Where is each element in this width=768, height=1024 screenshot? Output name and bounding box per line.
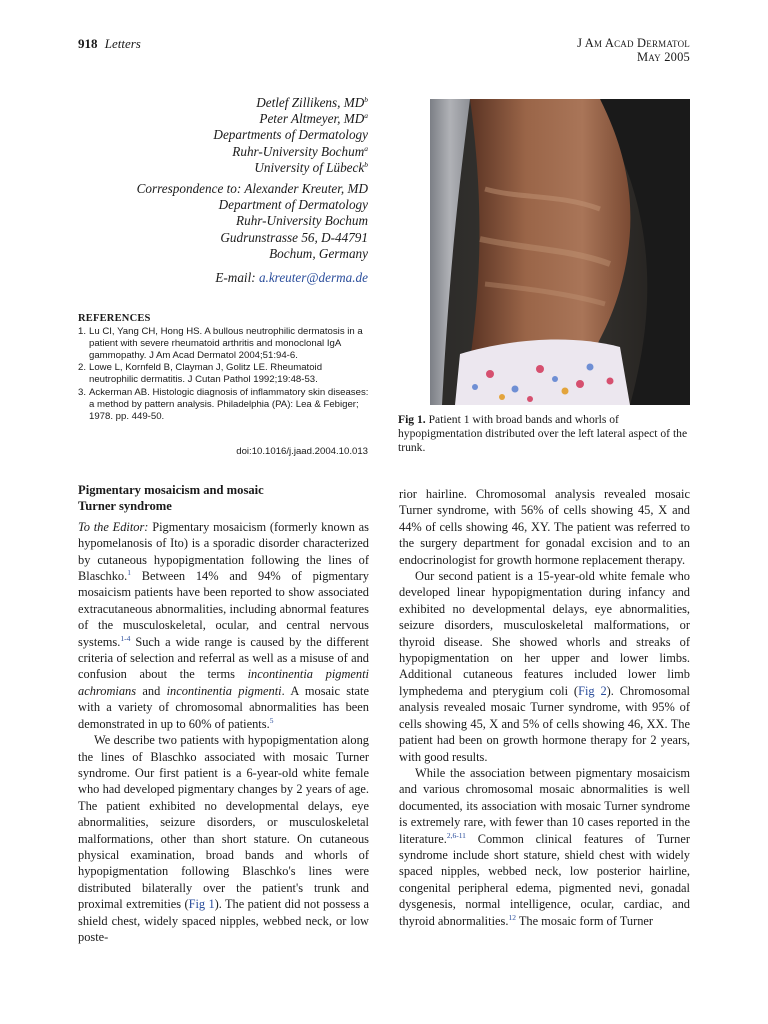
signature-line: University of Lübeck$^b$ xyxy=(254,159,368,175)
correspondence-block xyxy=(68,181,368,262)
article-paragraph: We describe two patients with hypopigmentation along the lines of Blaschko associated with mosaic Turner syndrome. Our first patient is a 6-year-old white female who had developed pigmentary changes by 2 years of age. The patient exhibited no developmental delays, eye abnormalities, seizure disorders, or musculoskeletal malformations, other than short stature. On cutaneous physical examination, broad bands and whorls of hypopigmentation following Blaschko's lines were distributed bilaterally over the patient's trunk and proximal extremities (Fig 1). The patient did not possess a shield chest, widely spaced nipples, webbed neck, or low poste- xyxy=(78,733,369,944)
correspondence-line: Gudrunstrasse 56, D-44791 xyxy=(220,229,368,245)
article-title: Pigmentary mosaicism and mosaic Turner syndrome xyxy=(78,483,264,514)
correspondence-line: Ruhr-University Bochum xyxy=(236,213,368,229)
references-heading: REFERENCES xyxy=(78,313,151,324)
reference-item: 3. Ackerman AB. Histologic diagnosis of inflammatory skin diseases: a method by pattern analysis. Philadelphia (PA): Lea & Febiger; 1978. pp. 449-50. xyxy=(78,386,369,422)
section-name: Letters xyxy=(104,36,141,51)
doi: doi:10.1016/j.jaad.2004.10.013 xyxy=(236,446,368,457)
figure-caption-text: Patient 1 with broad bands and whorls of hypopigmentation distributed over the left lateral aspect of the trunk. xyxy=(398,413,688,454)
email-line xyxy=(68,270,368,286)
signature-line: Departments of Dermatology xyxy=(213,127,368,143)
author-signature xyxy=(68,95,368,176)
reference-item: 1. Lu CI, Yang CH, Hong HS. A bullous neutrophilic dermatosis in a patient with severe rheumatoid arthritis and monoclonal IgA gammopathy. J Am Acad Dermatol 2004;51:94-6. xyxy=(78,326,363,362)
article-paragraph: Our second patient is a 15-year-old white female who developed linear hypopigmentation during infancy and exhibited no developmental delays, eye abnormalities, seizure disorders, musculoskeletal malformations, or thyroid disease. She showed whorls and streaks of hypopigmentation on her upper and lower limbs. Additional cutaneous features included lower limb lymphedema and pterygium coli (Fig 2). Chromosomal analysis revealed mosaic Turner syndrome, with 95% of cells showing 45, X and 5% of cells showing 46, XX. The patient had been on growth hormone therapy for 2 years, with good results. xyxy=(399,569,690,764)
correspondence-line: Correspondence to: Alexander Kreuter, MD xyxy=(136,181,368,196)
issue-date: May 2005 xyxy=(636,50,690,64)
running-header-right xyxy=(577,36,690,64)
article-paragraph: rior hairline. Chromosomal analysis revealed mosaic Turner syndrome, with 56% of cells showing 45, X and 44% of cells showing 46, XY. The patient was referred to the surgery department for gonadal excision and to an endocrinologist for growth hormone replacement therapy. xyxy=(399,487,690,567)
signature-line: Ruhr-University Bochum$^a$ xyxy=(232,143,368,159)
email-label: E-mail: xyxy=(215,270,256,285)
figure-link[interactable]: Fig 1 xyxy=(188,897,215,912)
figure-link[interactable]: Fig 2 xyxy=(578,683,607,698)
running-header-left xyxy=(78,36,141,52)
clinical-photo xyxy=(430,99,690,405)
article-paragraph: While the association between pigmentary mosaicism and various chromosomal mosaic abnormalities is well documented, its association with mosaic Turner syndrome is extremely rare, with fewer than 10 cases reported in the literature.$^{2,6-11}$ Common clinical features of Turner syndrome include short stature, shield chest with widely spaced nipples, webbed neck, low posterior hairline, congenital peripheral edema, pigmented nevi, gonadal dysgenesis, normal intelligence, ocular, cardiac, and thyroid abnormalities.$^{12}$ The mosaic form of Turner xyxy=(399,765,690,928)
journal-name: J Am Acad Dermatol xyxy=(577,36,690,50)
signature-line: Detlef Zillikens, $MD^b$ xyxy=(256,95,368,110)
article-column-left xyxy=(78,482,369,945)
signature-line: Peter Altmeyer, $MD^a$ xyxy=(259,111,368,127)
correspondence-line: Department of Dermatology xyxy=(218,197,368,213)
references-section xyxy=(78,313,370,423)
reference-item: 2. Lowe L, Kornfeld B, Clayman J, Golitz LE. Rheumatoid neutrophilic dermatitis. J Cutan Pathol 1992;19:48-53. xyxy=(78,362,323,386)
article-paragraph: To the Editor: Pigmentary mosaicism (formerly known as hypomelanosis of Ito) is a sporadic disorder characterized by cutaneous hypopigmentation following the lines of Blaschko.$^1$ Between 14% and 94% of pigmentary mosaicism patients have been reported to show associated extracutaneous abnormalities, including abnormal features of the musculoskeletal, ocular, and central nervous systems.$^{1-4}$ Such a wide range is caused by the different criteria of selection and referral as well as a misuse of and confusion about the terms incontinentia pigmenti achromians and incontinentia pigmenti. A mosaic state with a variety of chromosomal abnormalities has been demonstrated in up to 60% of patients.$^5$ xyxy=(78,519,369,731)
figure-caption xyxy=(398,413,690,455)
page-number: 918 xyxy=(78,36,98,51)
email-link[interactable]: a.kreuter@derma.de xyxy=(258,270,368,285)
correspondence-line: Bochum, Germany xyxy=(269,245,368,261)
figure-label: Fig 1. xyxy=(398,413,426,426)
article-column-right xyxy=(399,486,690,929)
